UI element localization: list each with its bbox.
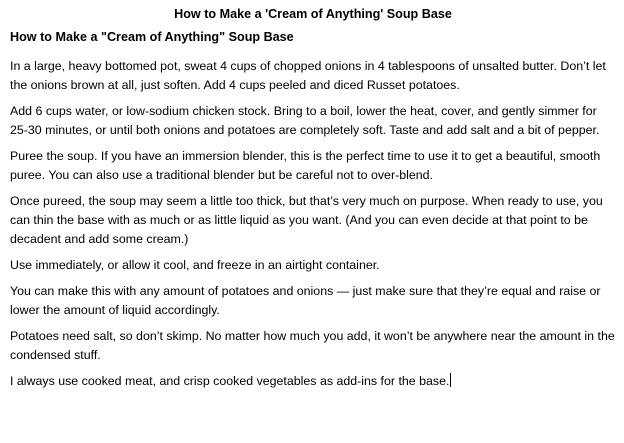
paragraph-3: Puree the soup. If you have an immersion blender, this is the perfect time to use it to get a beautiful, smooth puree. You can also use a traditional blender but be careful not to over-blend. xyxy=(10,149,601,182)
paragraph-8-text: I always use cooked meat, and crisp cooked vegetables as add-ins for the base. xyxy=(10,374,450,388)
paragraph-6: You can make this with any amount of potatoes and onions — just make sure that they’re equal and raise or lower the amount of liquid accordingly. xyxy=(10,284,601,317)
paragraph-5: Use immediately, or allow it cool, and freeze in an airtight container. xyxy=(10,258,380,272)
text-cursor xyxy=(450,373,451,387)
paragraph-4: Once pureed, the soup may seem a little too thick, but that’s very much on purpose. When ready to use, you can thin the base with as much or as little liquid as you want. (And you can even decide at that point to be decadent and add some cream.) xyxy=(10,194,603,246)
paragraph-2: Add 6 cups water, or low-sodium chicken stock. Bring to a boil, lower the heat, cover, and gently simmer for 25-30 minutes, or until both onions and potatoes are completely soft. Taste and add salt and a bit of pepper. xyxy=(10,104,600,137)
paragraph-7: Potatoes need salt, so don’t skimp. No matter how much you add, it won’t be anywhere near the amount in the condensed stuff. xyxy=(10,329,615,362)
paragraph-8 xyxy=(10,372,616,391)
paragraph-1: In a large, heavy bottomed pot, sweat 4 cups of chopped onions in 4 tablespoons of unsalted butter. Don’t let the onions brown at all, just soften. Add 4 cups peeled and diced Russet potatoes. xyxy=(10,59,606,92)
document-heading: How to Make a "Cream of Anything" Soup Base xyxy=(10,30,294,44)
document-title: How to Make a 'Cream of Anything' Soup Base xyxy=(174,7,452,21)
